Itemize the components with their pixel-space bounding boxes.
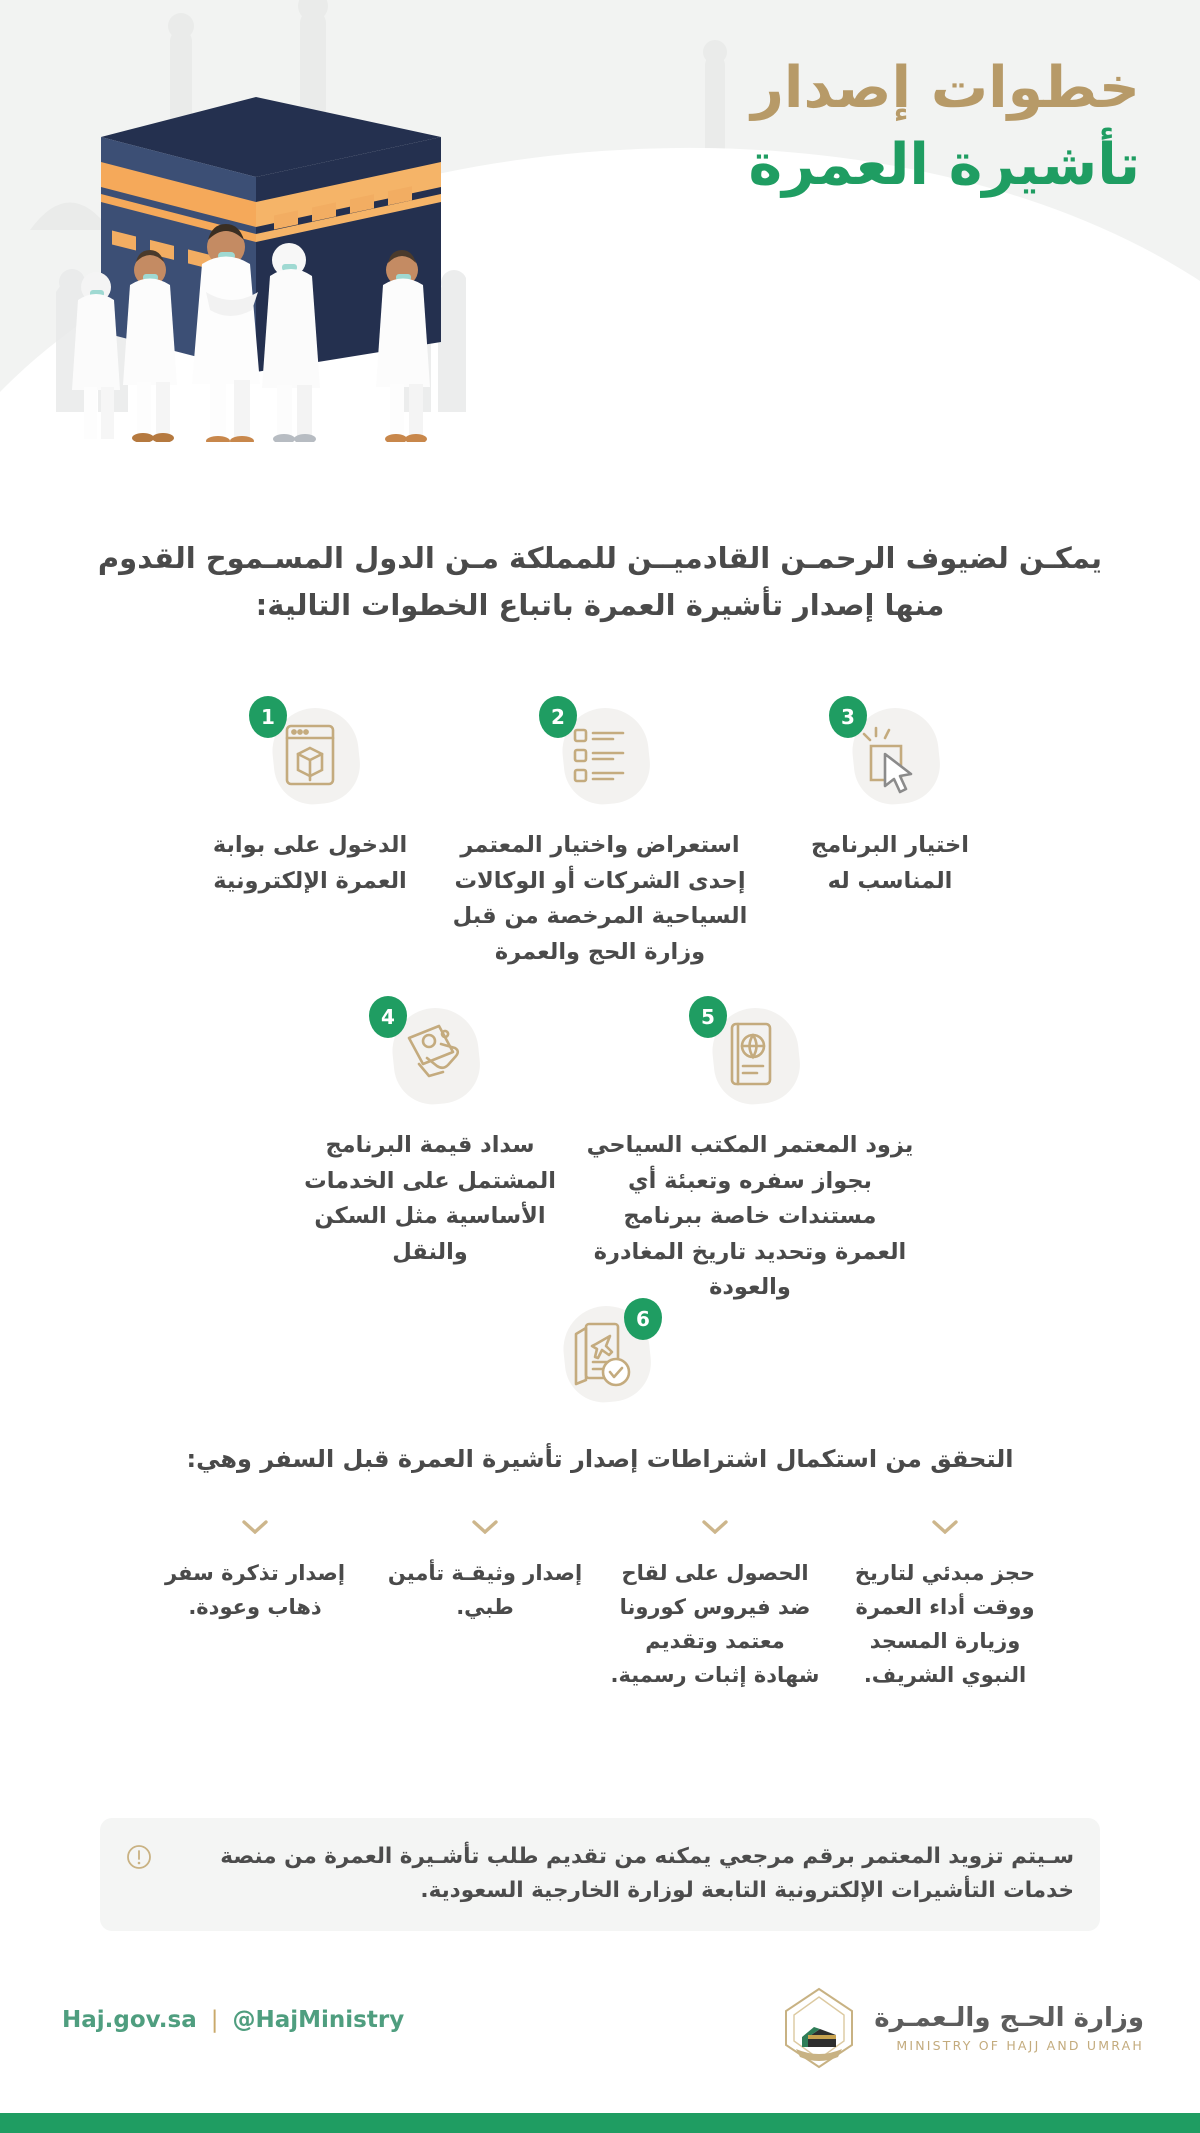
step-4-badge: 4 bbox=[369, 996, 407, 1038]
footer-links bbox=[62, 2007, 404, 2033]
logo-english-text: MINISTRY OF HAJJ AND UMRAH bbox=[896, 2038, 1144, 2053]
steps-row-two bbox=[230, 1000, 970, 1306]
step-5-badge: 5 bbox=[689, 996, 727, 1038]
header-title-group bbox=[520, 52, 1140, 202]
requirement-item-2 bbox=[370, 1520, 600, 1692]
logo-arabic-text: وزارة الحـج والـعمـرة bbox=[874, 2003, 1144, 2033]
footer-social-handle[interactable]: @HajMinistry bbox=[232, 2007, 405, 2033]
step-card-2 bbox=[435, 700, 765, 970]
requirement-item-1 bbox=[140, 1520, 370, 1692]
step-card-4 bbox=[280, 1000, 580, 1306]
step-1-text: الدخول على بوابة العمرة الإلكترونية bbox=[212, 832, 408, 894]
header-banner bbox=[0, 0, 1200, 470]
chevron-down-icon bbox=[932, 1520, 958, 1534]
step-4-icon-area bbox=[371, 1000, 489, 1112]
intro-paragraph: يمكـن لضيوف الرحمـن القادميــن للمملكة مـن الدول المسـموح القدوم منها إصدار تأشيرة العمرة باتباع الخطوات التالية: bbox=[97, 541, 1103, 622]
step-6-title: التحقق من استكمال اشتراطات إصدار تأشيرة العمرة قبل السفر وهي: bbox=[186, 1445, 1014, 1473]
requirement-text-3: الحصول على لقاح ضد فيروس كورونا معتمد وتقديم شهادة إثبات رسمية. bbox=[610, 1561, 820, 1688]
requirement-text-1: إصدار تذكرة سفر ذهاب وعودة. bbox=[164, 1561, 346, 1620]
step-5-icon-area bbox=[691, 1000, 809, 1112]
requirement-text-2: إصدار وثيقـة تأمين طبي. bbox=[387, 1561, 583, 1620]
chevron-down-icon bbox=[702, 1520, 728, 1534]
step-6-icon-area bbox=[0, 1300, 1200, 1420]
step-1-badge: 1 bbox=[249, 696, 287, 738]
step-2-icon-area bbox=[541, 700, 659, 812]
step-2-text: استعراض واختيار المعتمر إحدى الشركات أو الوكالات السياحية المرخصة من قبل وزارة الحج والعمرة bbox=[452, 832, 748, 965]
requirements-row bbox=[60, 1520, 1140, 1692]
step-card-5 bbox=[580, 1000, 920, 1306]
step-card-1 bbox=[185, 700, 435, 970]
footer bbox=[0, 1975, 1200, 2095]
steps-row-one bbox=[130, 700, 1070, 970]
kaaba-pilgrims-illustration bbox=[46, 42, 466, 442]
page-title-line1: خطوات إصدار bbox=[751, 55, 1140, 121]
step-6-badge: 6 bbox=[624, 1298, 662, 1340]
info-circle-icon bbox=[126, 1844, 152, 1870]
footer-separator: | bbox=[210, 2007, 219, 2033]
step-1-icon-area bbox=[251, 700, 369, 812]
note-box bbox=[100, 1818, 1100, 1931]
page-title-line2: تأشيرة العمرة bbox=[748, 131, 1140, 198]
ministry-logo bbox=[780, 1985, 1144, 2071]
step-4-text: سداد قيمة البرنامج المشتمل على الخدمات الأساسية مثل السكن والنقل bbox=[304, 1132, 556, 1265]
footer-website-link[interactable]: Haj.gov.sa bbox=[62, 2007, 197, 2033]
step-3-icon-area bbox=[831, 700, 949, 812]
note-text: سـيتم تزويد المعتمر برقم مرجعي يمكنه من تقديم طلب تأشـيرة العمرة من منصة خدمات التأشيرات الإلكترونية التابعة لوزارة الخارجية السعودية. bbox=[220, 1844, 1074, 1904]
bottom-green-bar bbox=[0, 2113, 1200, 2133]
step-3-badge: 3 bbox=[829, 696, 867, 738]
ministry-hajj-umrah-logo bbox=[780, 1985, 858, 2071]
step-3-text: اختيار البرنامج المناسب له bbox=[811, 832, 969, 894]
step-2-badge: 2 bbox=[539, 696, 577, 738]
step-5-text: يزود المعتمر المكتب السياحي بجواز سفره وتعبئة أي مستندات خاصة ببرنامج العمرة وتحديد تاريخ المغادرة والعودة bbox=[586, 1132, 914, 1301]
requirement-item-4 bbox=[830, 1520, 1060, 1692]
requirement-text-4: حجز مبدئي لتاريخ ووقت أداء العمرة وزيارة المسجد النبوي الشريف. bbox=[854, 1561, 1036, 1688]
step-card-3 bbox=[765, 700, 1015, 970]
chevron-down-icon bbox=[472, 1520, 498, 1534]
requirement-item-3 bbox=[600, 1520, 830, 1692]
chevron-down-icon bbox=[242, 1520, 268, 1534]
